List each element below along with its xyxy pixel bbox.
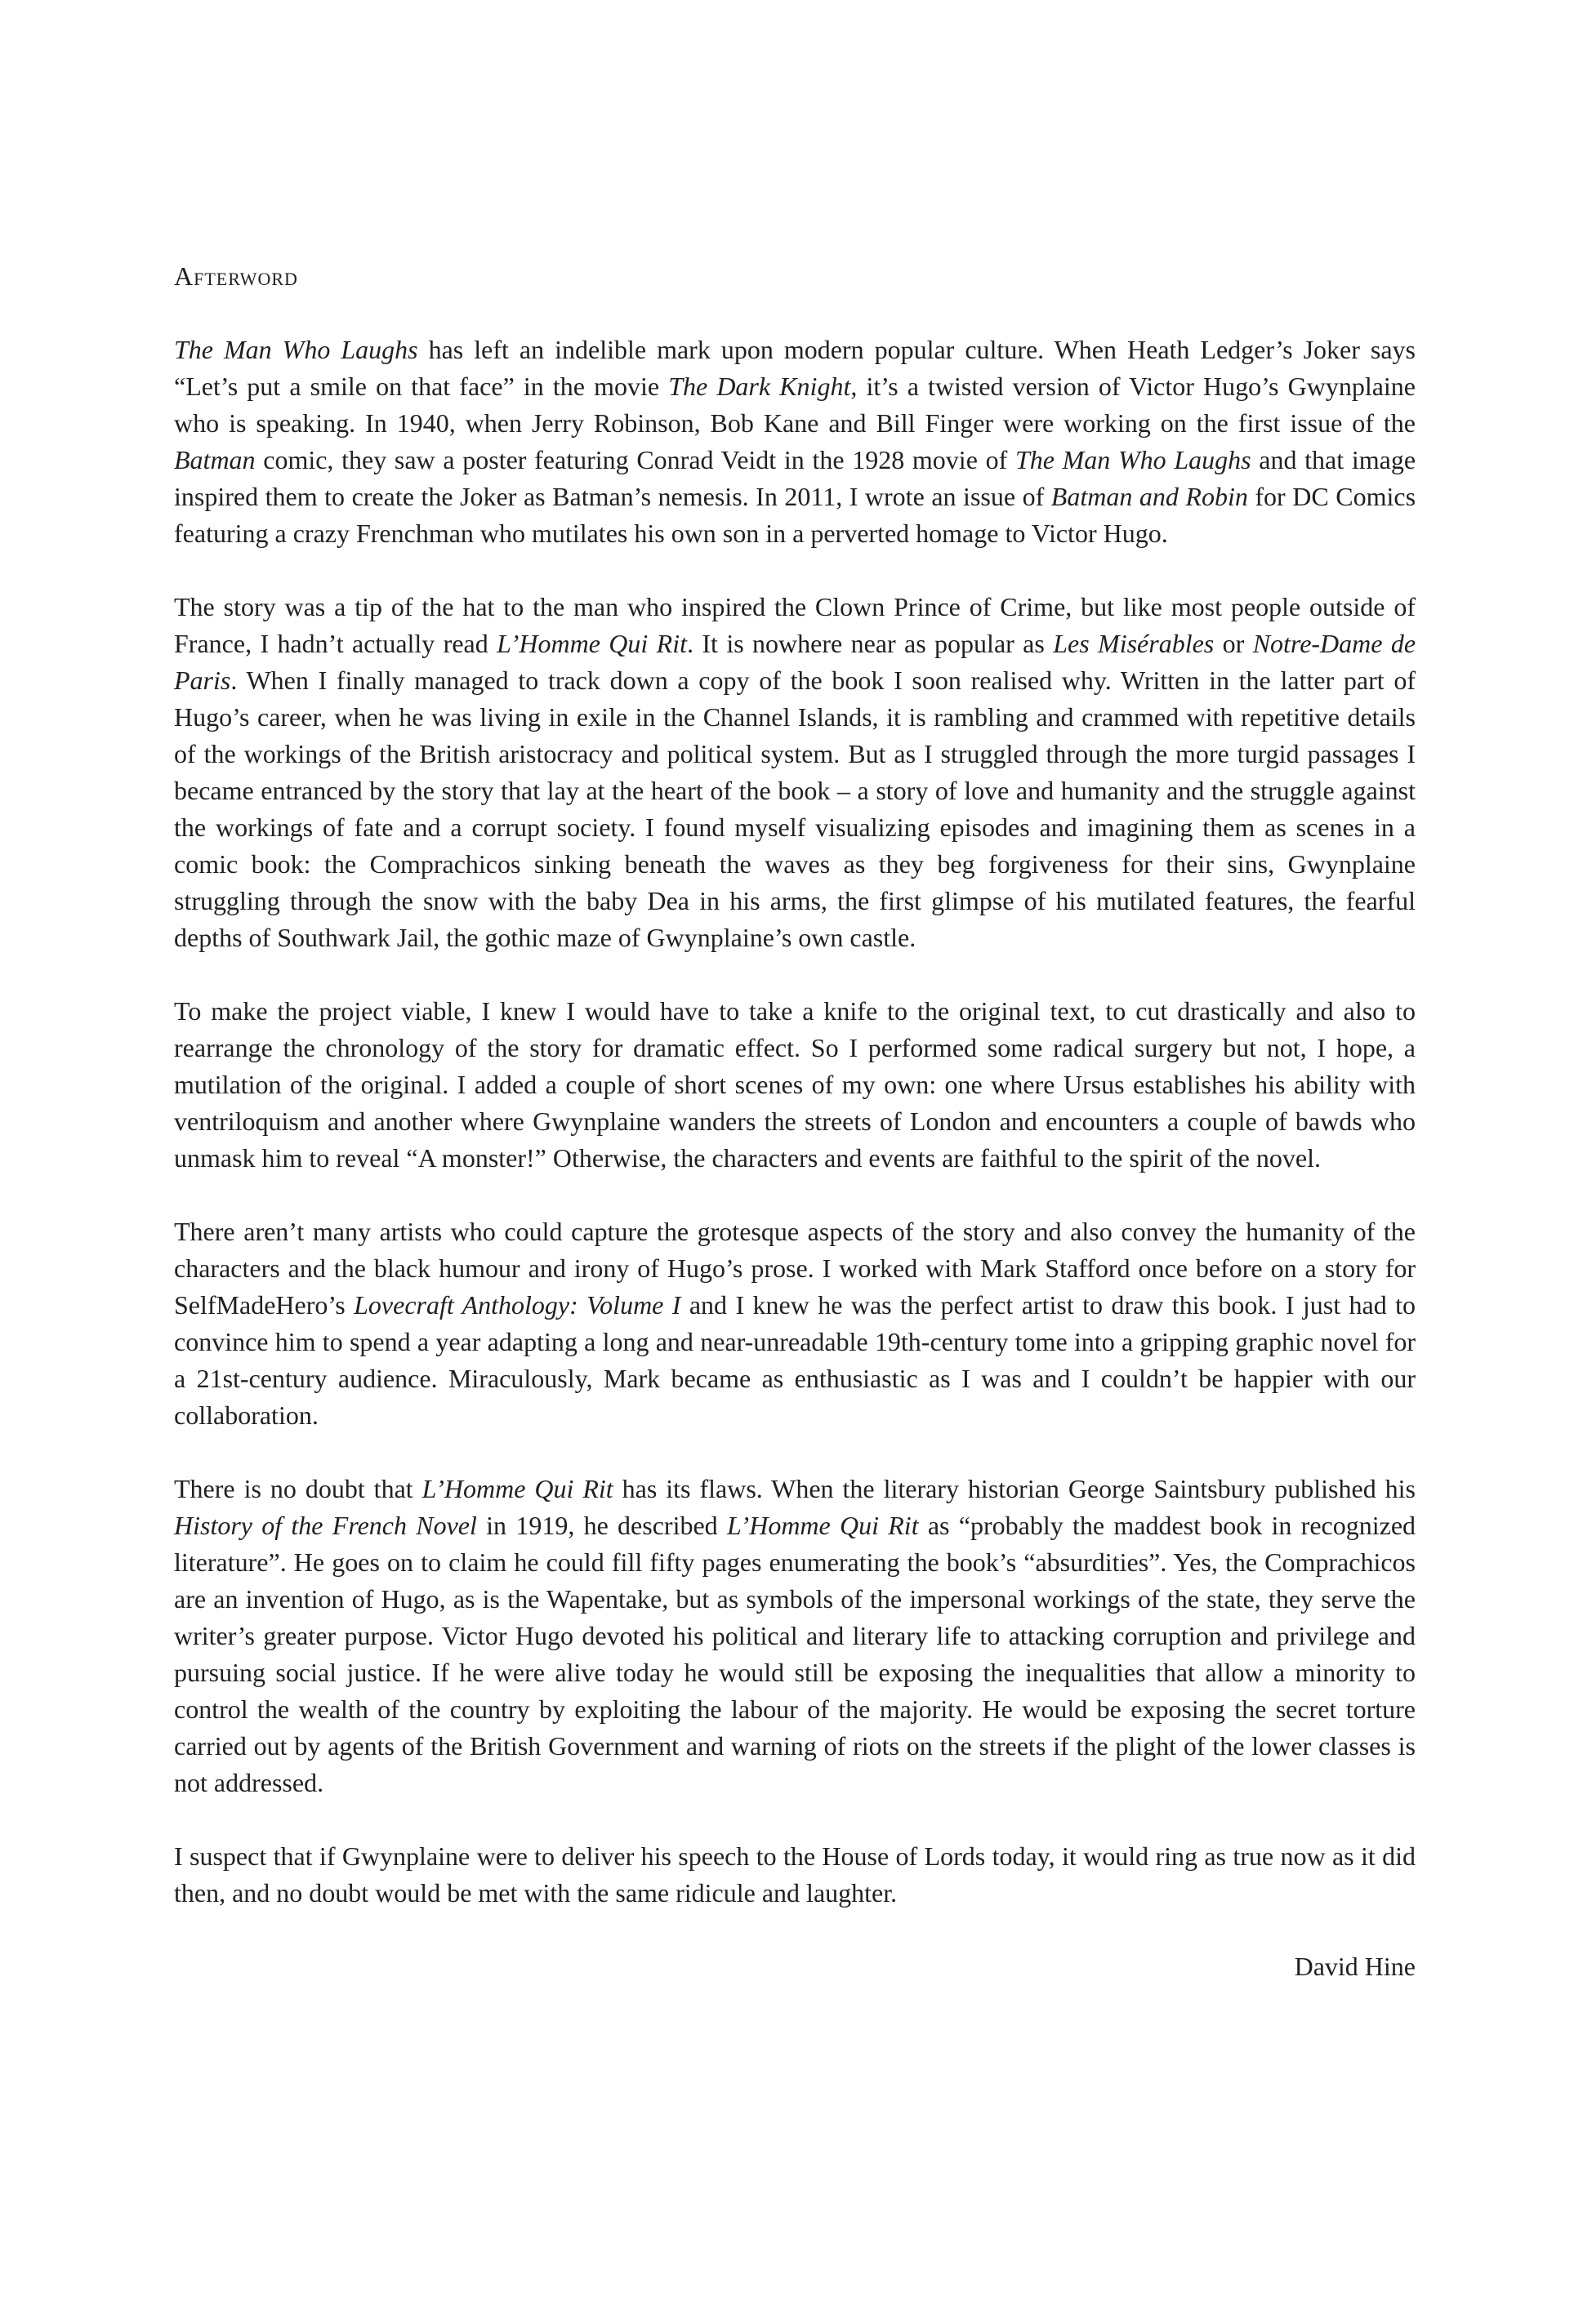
text-run: . It is nowhere near as popular as [687, 629, 1054, 658]
italic-title: Batman and Robin [1050, 482, 1248, 511]
text-run: and I knew he was the perfect artist to draw this book. I just had to convince him to spend a year adapting a long and near-unreadable 19th-century tome into a gripping graphic novel for a 21st-century audience. Miraculously, Mark became as enthusiastic as I was and I couldn’t be happier with our collaboration. [174, 1290, 1416, 1430]
text-run: and that image inspired them to create the Joker as Batman’s nemesis. In 2011, I wrote an issue of [174, 445, 1416, 511]
text-run: There is no doubt that [174, 1474, 422, 1503]
text-run: has left an indelible mark upon modern popular culture. When Heath Ledger’s Joker says “Let’s put a smile on that face” in the movie [174, 335, 1416, 401]
text-run: for DC Comics featuring a crazy Frenchman who mutilates his own son in a perverted homage to Victor Hugo. [174, 482, 1416, 548]
italic-title: Lovecraft Anthology: Volume I [354, 1290, 681, 1320]
text-run: as “probably the maddest book in recognized literature”. He goes on to claim he could fill fifty pages enumerating the book’s “absurdities”. Yes, the Comprachicos are an invention of Hugo, as is the Wapentake, but as symbols of the impersonal workings of the state, they serve the writer’s greater purpose. Victor Hugo devoted his political and literary life to attacking corruption and privilege and pursuing social justice. If he were alive today he would still be exposing the inequalities that allow a minority to control the wealth of the country by exploiting the labour of the majority. He would be exposing the secret torture carried out by agents of the British Government and warning of riots on the streets if the plight of the lower classes is not addressed. [174, 1511, 1416, 1797]
text-run: I suspect that if Gwynplaine were to deliver his speech to the House of Lords today, it would ring as true now as it did then, and no doubt would be met with the same ridicule and laughter. [174, 1841, 1416, 1908]
italic-title: History of the French Novel [174, 1511, 477, 1540]
text-run: The story was a tip of the hat to the man who inspired the Clown Prince of Crime, but like most people outside of France, I hadn’t actually read [174, 592, 1416, 658]
italic-title: L’Homme Qui Rit [421, 1474, 613, 1503]
italic-title: L’Homme Qui Rit [726, 1511, 919, 1540]
text-run: , it’s a twisted version of Victor Hugo’s Gwynplaine who is speaking. In 1940, when Jerry Robinson, Bob Kane and Bill Finger were working on the first issue of the [174, 372, 1416, 438]
paragraph-6 [174, 1838, 1416, 1912]
text-run: comic, they saw a poster featuring Conrad Veidt in the 1928 movie of [255, 445, 1015, 474]
paragraph-3 [174, 993, 1416, 1177]
italic-title: Notre-Dame de Paris [174, 629, 1416, 695]
text-run: in 1919, he described [476, 1511, 727, 1540]
text-run: To make the project viable, I knew I would have to take a knife to the original text, to cut drastically and also to rearrange the chronology of the story for dramatic effect. So I performed some radical surgery but not, I hope, a mutilation of the original. I added a couple of short scenes of my own: one where Ursus establishes his ability with ventriloquism and another where Gwynplaine wanders the streets of London and encounters a couple of bawds who unmask him to reveal “A monster!” Otherwise, the characters and events are faithful to the spirit of the novel. [174, 996, 1416, 1173]
text-run: or [1214, 629, 1253, 658]
body-paragraphs [174, 332, 1416, 1912]
paragraph-5 [174, 1471, 1416, 1801]
paragraph-4 [174, 1213, 1416, 1434]
text-run: There aren’t many artists who could capture the grotesque aspects of the story and also convey the humanity of the characters and the black humour and irony of Hugo’s prose. I worked with Mark Stafford once before on a story for SelfMadeHero’s [174, 1217, 1416, 1320]
author-signature: David Hine [1294, 1952, 1416, 1981]
italic-title: Batman [174, 445, 256, 474]
afterword-text-column [174, 258, 1416, 1985]
text-run: . When I finally managed to track down a copy of the book I soon realised why. Written in the latter part of Hugo’s career, when he was living in exile in the Channel Islands, it is rambling and crammed with repetitive details of the workings of the British aristocracy and political system. But as I struggled through the more turgid passages I became entranced by the story that lay at the heart of the book – a story of love and humanity and the struggle against the workings of fate and a corrupt society. I found myself visualizing episodes and imagining them as scenes in a comic book: the Comprachicos sinking beneath the waves as they beg forgiveness for their sins, Gwynplaine struggling through the snow with the baby Dea in his arms, the first glimpse of his mutilated features, the fearful depths of Southwark Jail, the gothic maze of Gwynplaine’s own castle. [174, 666, 1416, 952]
italic-title: L’Homme Qui Rit [497, 629, 688, 658]
italic-title: The Dark Knight [668, 372, 851, 401]
italic-title: Les Misérables [1053, 629, 1215, 658]
paragraph-1 [174, 332, 1416, 552]
section-heading: Afterword [174, 261, 298, 291]
paragraph-2 [174, 589, 1416, 956]
italic-title: The Man Who Laughs [1015, 445, 1251, 474]
italic-title: The Man Who Laughs [174, 335, 418, 364]
text-run: has its flaws. When the literary historian George Saintsbury published his [613, 1474, 1416, 1503]
